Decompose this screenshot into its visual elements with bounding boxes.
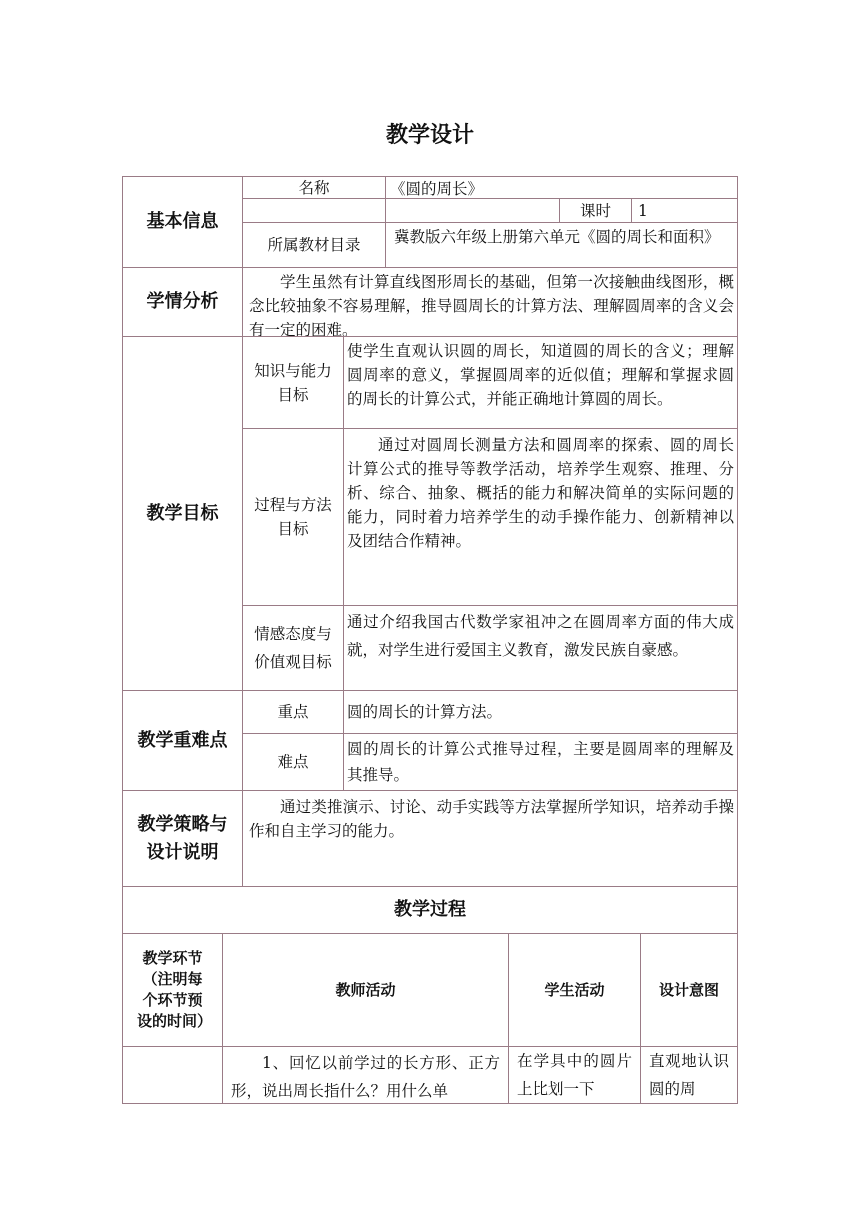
col-header-teacher: 教师活动 xyxy=(222,933,509,1047)
analysis-text: 学生虽然有计算直线图形周长的基础，但第一次接触曲线图形，概念比较抽象不容易理解，推导圆周长的计算方法、理解圆周率的含义会有一定的困难。 xyxy=(242,267,738,337)
emotion-label: 情感态度与价值观目标 xyxy=(242,605,344,691)
period-value: 1 xyxy=(631,198,738,223)
section-analysis: 学情分析 xyxy=(122,267,243,337)
key-text: 圆的周长的计算方法。 xyxy=(343,690,738,734)
row1-intent: 直观地认识圆的周 xyxy=(640,1046,738,1104)
name-value: 《圆的周长》 xyxy=(385,176,738,199)
col-header-intent: 设计意图 xyxy=(640,933,738,1047)
row1-teacher: 1、回忆以前学过的长方形、正方形，说出周长指什么？用什么单 xyxy=(222,1046,509,1104)
blank-cell xyxy=(242,198,386,223)
col-header-student: 学生活动 xyxy=(508,933,641,1047)
process-text: 通过对圆周长测量方法和圆周率的探索、圆的周长计算公式的推导等教学活动，培养学生观察、推理、分析、综合、抽象、概括的能力和解决简单的实际问题的能力，同时着力培养学生的动手操作能力、创新精神以及团结合作精神。 xyxy=(343,428,738,606)
col-header-stage: 教学环节（注明每个环节预设的时间） xyxy=(122,933,223,1047)
row1-stage xyxy=(122,1046,223,1104)
catalog-label: 所属教材目录 xyxy=(242,222,386,268)
difficulty-text: 圆的周长的计算公式推导过程，主要是圆周率的理解及其推导。 xyxy=(343,733,738,791)
catalog-value: 冀教版六年级上册第六单元《圆的周长和面积》 xyxy=(385,222,738,268)
section-strategy: 教学策略与设计说明 xyxy=(122,790,243,887)
name-label: 名称 xyxy=(242,176,386,199)
period-label: 课时 xyxy=(559,198,632,223)
row1-student: 在学具中的圆片上比划一下 xyxy=(508,1046,641,1104)
difficulty-label: 难点 xyxy=(242,733,344,791)
knowledge-label: 知识与能力目标 xyxy=(242,336,344,429)
strategy-text: 通过类推演示、讨论、动手实践等方法掌握所学知识，培养动手操作和自主学习的能力。 xyxy=(242,790,738,887)
section-basic-info: 基本信息 xyxy=(122,176,243,268)
process-label: 过程与方法目标 xyxy=(242,428,344,606)
document-title: 教学设计 xyxy=(385,123,474,148)
section-goals: 教学目标 xyxy=(122,336,243,691)
section-keypoints: 教学重难点 xyxy=(122,690,243,791)
knowledge-text: 使学生直观认识圆的周长，知道圆的周长的含义；理解圆周率的意义，掌握圆周率的近似值；理解和掌握求圆的周长的计算公式，并能正确地计算圆的周长。 xyxy=(343,336,738,429)
section-process: 教学过程 xyxy=(122,886,738,934)
emotion-text: 通过介绍我国古代数学家祖冲之在圆周率方面的伟大成就，对学生进行爱国主义教育，激发民族自豪感。 xyxy=(343,605,738,691)
key-label: 重点 xyxy=(242,690,344,734)
blank-cell xyxy=(385,198,560,223)
